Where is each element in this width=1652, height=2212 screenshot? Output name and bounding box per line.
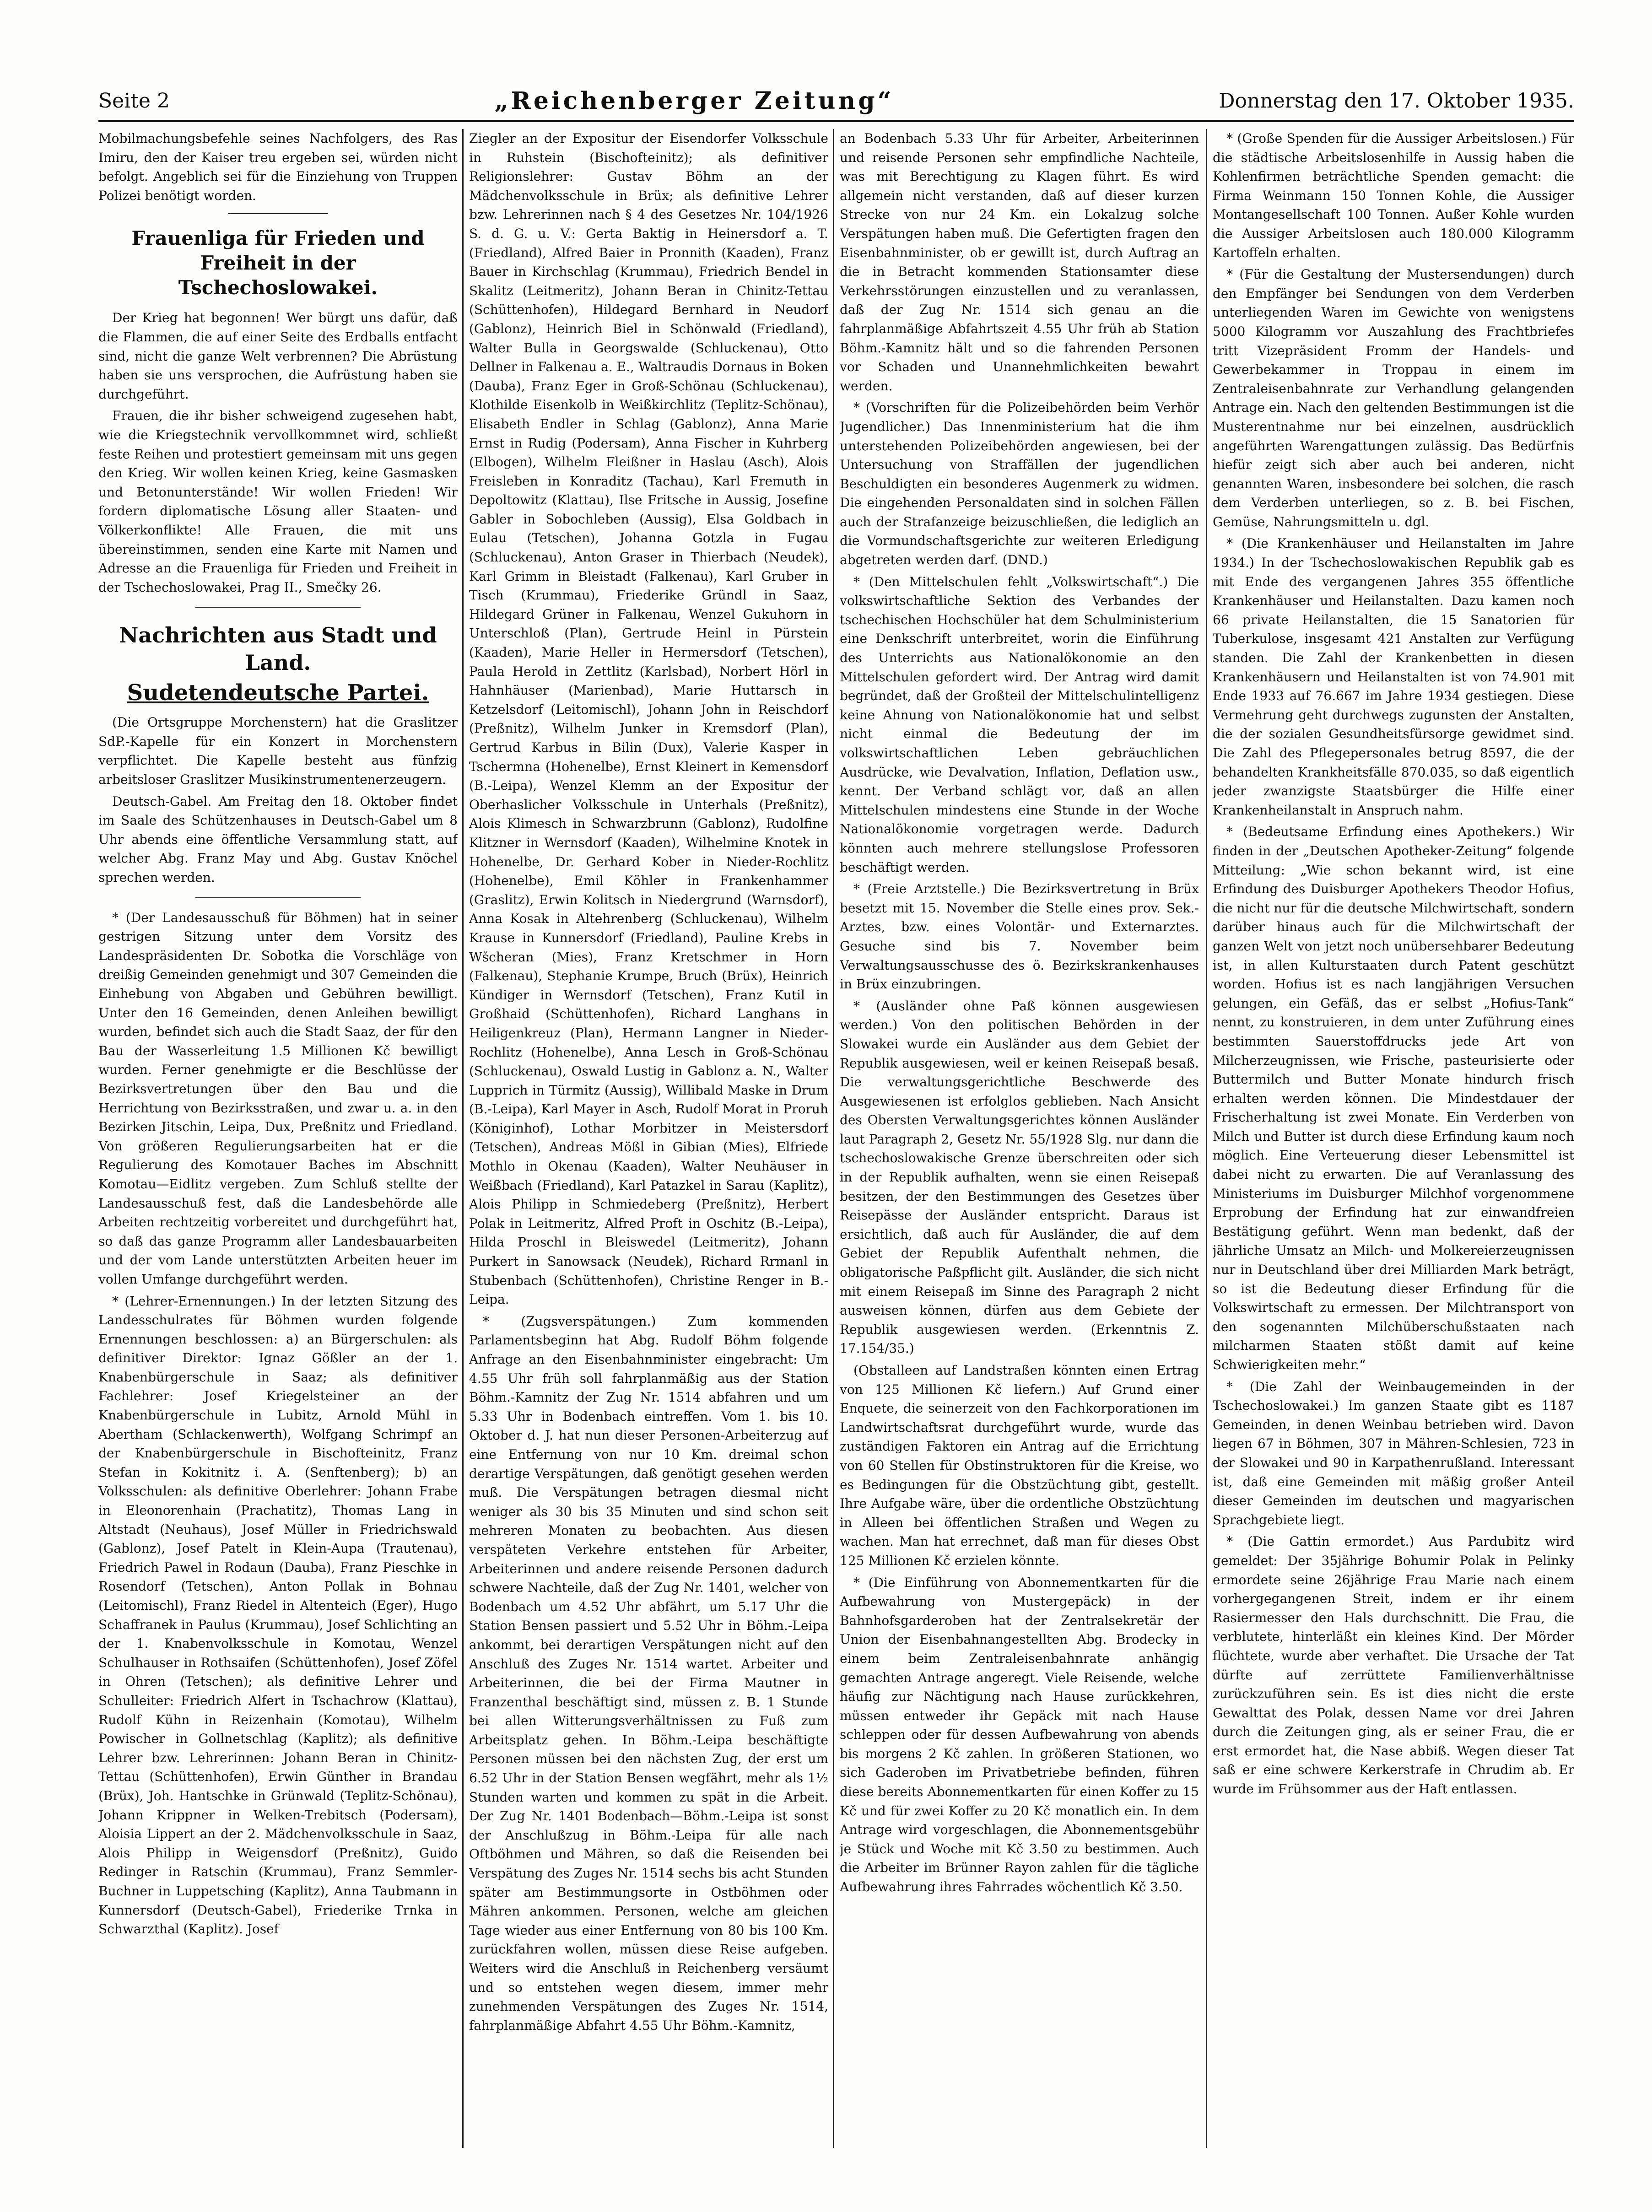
page-header (98, 82, 1574, 119)
column-rule (462, 129, 464, 2148)
article-paragraph: * (Die Einführung von Abonnementkarten für die Aufbewahrung von Mustergepäck) in der Bahnhofsgarderoben hat der Zentralsekretär der Union der Eisenbahnangestellten Abg. Brodecky in einem beim Zentraleisenbahnrate anhängig gemachten Antrage angeregt. Viele Reisende, welche häufig zur Nächtigung nach Hause zurückkehren, müssen entweder ihr Gepäck mit nach Hause schleppen oder für dessen Aufbewahrung von abends bis morgens 2 Kč zahlen. In größeren Stationen, wo sich Gaderoben im Privatbetriebe befinden, führen diese bereits Abonnementkarten für einen Koffer zu 15 Kč und für zwei Koffer zu 20 Kč monatlich ein. In dem Antrage wird vorgeschlagen, die Abonnementsgebühr je Stück und Woche mit Kč 3.50 zu bestimmen. Auch die Arbeiter im Brünner Rayon zahlen für die tägliche Aufbewahrung ihres Fahrrades wöchentlich Kč 3.50. (840, 1575, 1199, 1895)
article-paragraph: * (Vorschriften für die Polizeibehörden beim Verhör Jugendlicher.) Das Innenministerium hat die ihm unterstehenden Polizeibehörden angewiesen, bei der Untersuchung von Straffällen der jugendlichen Beschuldigten ein besonderes Augenmerk zu widmen. Die eingehenden Personaldaten sind in solchen Fällen auch der Strafanzeige beizuschließen, die lediglich an die Vormundschaftsgerichte zur weiteren Erledigung abgetreten werden darf. (DND.) (840, 400, 1199, 568)
page-label: Seite 2 (98, 89, 170, 113)
article-paragraph: Frauen, die ihr bisher schweigend zugesehen habt, wie die Kriegstechnik vervollkommnet wird, schließt feste Reihen und protestiert gemeinsam mit uns gegen den Krieg. Wir wollen keinen Krieg, keine Gasmasken und Betonunterstände! Wir wollen Frieden! Wir fordern diplomatische Lösung aller Staaten- und Völkerkonflikte! Alle Frauen, die mit uns übereinstimmen, senden eine Karte mit Namen und Adresse an die Frauenliga für Frieden und Freiheit in der Tschechoslowakei, Prag II., Smečky 26. (98, 408, 458, 595)
column-2 (469, 129, 828, 2166)
separator (228, 213, 329, 214)
column-1 (98, 129, 458, 2166)
newspaper-name: „Reichenberger Zeitung“ (494, 86, 894, 115)
separator (195, 607, 361, 608)
column-4 (1213, 129, 1574, 2166)
section-headline: Nachrichten aus Stadt und Land. (119, 623, 437, 675)
article-paragraph: (Die Ortsgruppe Morchenstern) hat die Graslitzer SdP.-Kapelle für ein Konzert in Morchenstern verpflichtet. Die Kapelle besteht aus fünfzig arbeitsloser Graslitzer Musikinstrumentenerzeugern. (98, 715, 458, 788)
article-paragraph: * (Zugsverspätungen.) Zum kommenden Parlamentsbeginn hat Abg. Rudolf Böhm folgende Anfrage an den Eisenbahnminister eingebracht: Um 4.55 Uhr früh soll fahrplanmäßig aus der Station Böhm.-Kamnitz der Zug Nr. 1514 abfahren und um 5.33 Uhr in Bodenbach eintreffen. Vom 1. bis 10. Oktober d. J. hat nun dieser Personen-Arbeiterzug auf eine Entfernung von nur 10 Km. dreimal schon derartige Verspätungen, daß genötigt gesehen werden muß. Die Verspätungen betragen diesmal nicht weniger als 30 bis 35 Minuten und sind schon seit mehreren Monaten zu beobachten. Aus diesen verspäteten Verkehre entstehen für Arbeiter, Arbeiterinnen und andere reisende Personen dadurch schwere Nachteile, daß der Zug Nr. 1401, welcher von Bodenbach um 4.52 Uhr abfährt, um 5.17 Uhr die Station Bensen passiert und 5.52 Uhr in Böhm.-Leipa ankommt, bei derartigen Verspätungen nicht auf den Anschluß des Zuges Nr. 1514 wartet. Arbeiter und Arbeiterinnen, die bei der Firma Mautner in Franzenthal beschäftigt sind, müssen z. B. 1 Stunde bei allen Witterungsverhältnissen zu Fuß zum Arbeitsplatz gehen. In Böhm.-Leipa beschäftigte Personen müssen bei den nächsten Zug, der erst um 6.52 Uhr in der Station Bensen wegfährt, mehr als 1½ Stunden warten und kommen zu spät in die Arbeit. Der Zug Nr. 1401 Bodenbach—Böhm.-Leipa ist sonst der Anschlußzug in Böhm.-Leipa für alle nach Oftböhmen und Mähren, so daß die Reisenden bei Verspätung des Zuges Nr. 1514 sechs bis acht Stunden später am Bestimmungsorte in Ostböhmen oder Mähren ankommen. Personen, welche am gleichen Tage wieder aus einer Entfernung von 80 bis 100 Km. zurückfahren wollen, müssen diese Reise aufgeben. Weiters wird die Anschluß in Reichenberg versäumt und so entstehen wegen diesem, immer mehr zunehmenden Verspätungen des Zuges Nr. 1514, fahrplanmäßige Abfahrt 4.55 Uhr Böhm.-Kamnitz, (469, 1313, 828, 2033)
article-paragraph: Mobilmachungsbefehle seines Nachfolgers, des Ras Imiru, den der Kaiser treu ergeben sei, würden nicht befolgt. Angeblich sei für die Einziehung von Truppen Polizei benötigt worden. (98, 131, 458, 203)
column-rule (833, 129, 834, 2148)
separator (195, 897, 361, 898)
article-paragraph: * (Für die Gestaltung der Mustersendungen) durch den Empfänger bei Sendungen von dem Verderben unterliegenden Waren im Gewichte von wenigstens 5000 Kilogramm vor Auszahlung des Frachtbriefes tritt Vizepräsident Fromm der Handels- und Gewerbekammer in Troppau in einem im Zentraleisenbahnrate zur Verhandlung gelangenden Antrage ein. Nach den geltenden Bestimmungen ist die Musterentnahme nur bei einzelnen, ausdrücklich angeführten Warengattungen zulässig. Das Bedürfnis hiefür zeigt sich aber auch bei anderen, nicht genannten Waren, insbesondere bei solchen, die rasch dem Verderben unterliegen, so z. B. bei Fischen, Gemüse, Nahrungsmitteln u. dgl. (1213, 267, 1574, 529)
section-subheadline: Sudetendeutsche Partei. (127, 680, 429, 706)
issue-date: Donnerstag den 17. Oktober 1935. (1219, 89, 1574, 113)
article-paragraph: Deutsch-Gabel. Am Freitag den 18. Oktober findet im Saale des Schützenhauses in Deutsch-Gabel um 8 Uhr abends eine öffentliche Versammlung statt, auf welcher Abg. Franz May und Abg. Gustav Knöchel sprechen werden. (98, 793, 458, 885)
column-3 (840, 129, 1199, 2166)
article-paragraph: * (Den Mittelschulen fehlt „Volkswirtschaft“.) Die volkswirtschaftliche Sektion des Verbandes der tschechischen Hochschüler hat dem Schulministerium eine Denkschrift unterbreitet, worin die Einführung des Unterrichts aus Nationalökonomie an den Mittelschulen gefordert wird. Der Antrag wird damit begründet, daß der Großteil der Mittelschulintelligenz keine Ahnung von Nationalökonomie hat und selbst nicht einmal die Bedeutung der im volkswirtschaftlichen Leben gebräuchlichen Ausdrücke, wie Devalvation, Inflation, Deflation usw., kennt. Der Verband schlägt vor, daß an allen Mittelschulen mindestens eine Stunde in der Woche Nationalökonomie vorgetragen werde. Dadurch könnten auch mehrere stellungslose Professoren beschäftigt werden. (840, 574, 1199, 875)
article-paragraph: * (Bedeutsame Erfindung eines Apothekers.) Wir finden in der „Deutschen Apotheker-Zeitung“ folgende Mitteilung: „Wie schon bekannt wird, ist eine Erfindung des Duisburger Apothekers Theodor Hofius, die nicht nur für die deutsche Milchwirtschaft, sondern darüber hinaus auch für die Milchwirtschaft der ganzen Welt von jetzt noch unübersehbarer Bedeutung ist, in allen Kulturstaaten durch Patent geschützt worden. Hofius ist es nach langjährigen Versuchen gelungen, ein Gefäß, das er selbst „Hofius-Tank“ nennt, zu konstruieren, in dem unter Zuführung eines bestimmten Sauerstoffdrucks jede Art von Milcherzeugnissen, wie Frische, pasteurisierte oder Buttermilch und Butter Monate hindurch frisch erhalten werden können. Die Mindestdauer der Frischerhaltung ist zwei Monate. Ein Verderben von Milch und Butter ist durch diese Erfindung kaum noch möglich. Eine Verteuerung dieser Lebensmittel ist dabei nicht zu erwarten. Die auf Veranlassung des Ministeriums im Duisburger Milchhof vorgenommene Erprobung der Erfindung hat zur einwandfreien Bestätigung geführt. Wenn man bedenkt, daß der jährliche Umsatz an Milch- und Molkereierzeugnissen nur in Deutschland über drei Milliarden Mark beträgt, so ist die Bedeutung dieser Erfindung für die Volkswirtschaft zu ermessen. Der Milchtransport von den sogenannten Milchüberschußstaaten nach milcharmen Staaten stößt damit auf keine Schwierigkeiten mehr.“ (1213, 824, 1574, 1372)
column-rule (1206, 129, 1207, 2148)
article-paragraph: * (Die Krankenhäuser und Heilanstalten im Jahre 1934.) In der Tschechoslowakischen Republik gab es mit Ende des vergangenen Jahres 355 öffentliche Krankenhäuser und Heilanstalten. Dazu kamen noch 66 private Heilanstalten, die 15 Sanatorien für Tuberkulose, insgesamt 421 Anstalten zur Verfügung standen. Die Zahl der Krankenbetten in diesen Krankenhäusern und Heilanstalten ist von 74.901 mit Ende 1933 auf 76.667 im Jahre 1934 gestiegen. Diese Vermehrung geht durchwegs zugunsten der Anstalten, die der sozialen Gesundheitsfürsorge gewidmet sind. Die Zahl des Pflegepersonales betrug 8597, die der behandelten Krankheitsfälle 870.035, so daß eigentlich jeder zwanzigste Staatsbürger die Hilfe einer Krankenheilanstalt in Anspruch nahm. (1213, 536, 1574, 818)
article-paragraph: (Obstalleen auf Landstraßen könnten einen Ertrag von 125 Millionen Kč liefern.) Auf Grund einer Enquete, die seinerzeit von den Fachkorporationen im Landwirtschaftsrat durchgeführt wurde, wurde das zuständigen Faktoren ein Antrag auf die Errichtung von 60 Stellen für Obstinstruktoren für die Kreise, wo es Bedingungen für die Obstzüchtung gibt, gestellt. Ihre Aufgabe wäre, über die ordentliche Obstzüchtung in Alleen bei öffentlichen Straßen und Wegen zu wachen. Man hat errechnet, daß man für dieses Obst 125 Millionen Kč erzielen könnte. (840, 1363, 1199, 1568)
article-paragraph: * (Die Zahl der Weinbaugemeinden in der Tschechoslowakei.) Im ganzen Staate gibt es 1187 Gemeinden, in denen Weinbau betrieben wird. Davon liegen 67 in Böhmen, 307 in Mähren-Schlesien, 723 in der Slowakei und 90 in Karpathenrußland. Interessant ist, daß eine Gemeinden mit mäßig großer Anteil dieser Gemeinden im deutschen und magyarischen Sprachgebiete liegt. (1213, 1379, 1574, 1527)
article-headline: Frauenliga für Frieden und Freiheit in der Tschechoslowakei. (131, 227, 425, 299)
article-paragraph: * (Die Gattin ermordet.) Aus Pardubitz wird gemeldet: Der 35jährige Bohumir Polak in Pelinky ermordete seine 26jährige Frau Marie nach einem vorhergegangenen Streit, indem er ihr einem Rasiermesser den Hals durchschnitt. Die Frau, die verblutete, hinterläßt ein kleines Kind. Der Mörder flüchtete, wurde aber verhaftet. Die Ursache der Tat dürfte auf zerrüttete Familienverhältnisse zurückzuführen sein. Es ist dies nicht die erste Gewalttat des Polak, dessen Name vor drei Jahren durch die Zeitungen ging, als er seiner Frau, die er erst ermordet hat, die Nase abbiß. Wegen dieser Tat saß er eine schwere Kerkerstrafe in Chrudim ab. Er wurde im Frühsommer aus der Haft entlassen. (1213, 1534, 1574, 1797)
article-paragraph: * (Freie Arztstelle.) Die Bezirksvertretung in Brüx besetzt mit 15. November die Stelle eines prov. Sek.-Arztes, bzw. eines Volontär- und Externarztes. Gesuche sind bis 7. November beim Verwaltungsausschusse des ö. Bezirkskrankenhauses in Brüx einzubringen. (840, 881, 1199, 992)
article-paragraph: * (Der Landesausschuß für Böhmen) hat in seiner gestrigen Sitzung unter dem Vorsitz des Landespräsidenten Dr. Sobotka die Vorschläge von dreißig Gemeinden genehmigt und 307 Gemeinden die Einhebung von Abgaben und Gebühren bewilligt. Unter den 16 Gemeinden, denen Anleihen bewilligt wurden, befindet sich auch die Stadt Saaz, der für den Bau der Wasserleitung 1.5 Millionen Kč bewilligt wurden. Ferner genehmigte er die Beschlüsse der Bezirksvertretungen über den Bau und die Herrichtung von Bezirksstraßen, und zwar u. a. in den Bezirken Jitschin, Leipa, Dux, Preßnitz und Friedland. Von größeren Regulierungsarbeiten hat er die Regulierung des Komotauer Baches im Abschnitt Komotau—Eidlitz vergeben. Zum Schluß stellte der Landesausschuß fest, daß die Landesbehörde alle Arbeiten rechtzeitig vorbereitet und durchgeführt hat, so daß das ganze Programm aller Landesbauarbeiten und der vom Lande unterstützten Arbeiten heuer im vollen Umfange durchgeführt werden. (98, 910, 458, 1287)
article-paragraph: Der Krieg hat begonnen! Wer bürgt uns dafür, daß die Flammen, die auf einer Seite des Erdballs entfacht sind, nicht die ganze Welt verbrennen? Die Abrüstung haben sie uns versprochen, die Aufrüstung haben sie durchgeführt. (98, 310, 458, 402)
article-paragraph: an Bodenbach 5.33 Uhr für Arbeiter, Arbeiterinnen und reisende Personen sehr empfindliche Nachteile, was mit Berechtigung zu Klagen führt. Es wird allgemein nicht verstanden, daß auf dieser kurzen Strecke von nur 24 Km. ein Lokalzug solche Verspätungen haben muß. Die Gefertigten fragen den Eisenbahnminister, ob er gewillt ist, durch Auftrag an die in Betracht kommenden Stationsamter diese Verkehrsstörungen einzustellen und zu veranlassen, daß der Zug Nr. 1514 sich genau an die fahrplanmäßige Abfahrtszeit 4.55 Uhr früh ab Station Böhm.-Kamnitz hält und so die fahrenden Personen vor Schaden und Unannehmlichkeiten bewahrt werden. (840, 131, 1199, 394)
article-paragraph: * (Lehrer-Ernennungen.) In der letzten Sitzung des Landesschulrates für Böhmen wurden folgende Ernennungen beschlossen: a) an Bürgerschulen: als definitiver Direktor: Ignaz Gößler an der 1. Knabenbürgerschule in Saaz; als definitiver Fachlehrer: Josef Kriegelsteiner an der Knabenbürgerschule in Lubitz, Arnold Mühl in Abertham (Schlackenwerth), Wolfgang Schrimpf an der Knabenbürgerschule in Bischofteinitz, Franz Stefan in Kokitnitz i. A. (Senftenberg); b) an Volksschulen: als definitive Oberlehrer: Johann Frabe in Eleonorenhain (Prachatitz), Thomas Lang in Altstadt (Neuhaus), Josef Müller in Friedrichswald (Gablonz), Josef Patelt in Klein-Aupa (Trautenau), Friedrich Pawel in Rodaun (Dauba), Franz Pieschke in Rosendorf (Tetschen), Anton Pollak in Bohnau (Leitomischl), Franz Riedel in Altenteich (Eger), Hugo Schaffranek in Paulus (Krummau), Josef Schlichting an der 1. Knabenvolksschule in Komotau, Wenzel Schulhauser in Rothsaifen (Schüttenhofen), Josef Zöfel in Ohren (Tetschen); als definitive Lehrer und Schulleiter: Friedrich Alfert in Tschachrow (Klattau), Rudolf Kühn in Reizenhain (Komotau), Wilhelm Powischer in Gollnetschlag (Kaplitz); als definitive Lehrer bzw. Lehrerinnen: Johann Beran in Chinitz-Tettau (Schüttenhofen), Erwin Günther in Brandau (Brüx), Joh. Hantschke in Grünwald (Teplitz-Schönau), Johann Krippner in Welken-Trebitsch (Podersam), Aloisia Lippert an der 2. Mädchenvolksschule in Saaz, Alois Philipp in Weigensdorf (Preßnitz), Guido Redinger in Ratschin (Krummau), Franz Semmler-Buchner in Luppetsching (Kaplitz), Anna Taubmann in Kunnersdorf (Deutsch-Gabel), Friederike Trnka in Schwarzthal (Kaplitz). Josef (98, 1293, 458, 1937)
article-paragraph: * (Große Spenden für die Aussiger Arbeitslosen.) Für die städtische Arbeitslosenhilfe in Aussig haben die Kohlenfirmen beträchtliche Spenden gemacht: die Firma Weinmann 150 Tonnen Kohle, die Aussiger Montangesellschaft 100 Tonnen. Außer Kohle wurden die Aussiger Arbeitslosen auch 180.000 Kilogramm Kartoffeln erhalten. (1213, 131, 1574, 260)
article-paragraph: * (Ausländer ohne Paß können ausgewiesen werden.) Von den politischen Behörden in der Slowakei wurde ein Ausländer aus dem Gebiet der Republik ausgewiesen, weil er keinen Reisepaß besaß. Die verwaltungsgerichtliche Beschwerde des Ausgewiesenen ist erfolglos geblieben. Nach Ansicht des Obersten Verwaltungsgerichtes können Ausländer laut Paragraph 2, Gesetz Nr. 55/1928 Slg. nur dann die tschechoslowakische Grenze überschreiten oder sich in der Republik aufhalten, wenn sie einen Reisepaß besitzen, der den Bestimmungen des Gesetzes über Reisepässe der Ausländer entspricht. Daraus ist ersichtlich, daß auch für Ausländer, die auf dem Gebiet der Republik Aufenthalt nehmen, die obligatorische Paßpflicht gilt. Ausländer, die sich nicht mit einem Reisepaß im Sinne des Paragraph 2 nicht ausweisen können, dürfen aus dem Gebiete der Republik ausgewiesen werden. (Erkenntnis Z. 17.154/35.) (840, 998, 1199, 1356)
header-rule (98, 120, 1574, 122)
article-paragraph: Ziegler an der Expositur der Eisendorfer Volksschule in Ruhstein (Bischofteinitz); als definitiver Religionslehrer: Gustav Böhm an der Mädchenvolksschule in Brüx; als definitive Lehrer bzw. Lehrerinnen nach § 4 des Gesetzes Nr. 104/1926 S. d. G. u. V.: Gerta Baktig in Heinersdorf a. T. (Friedland), Alfred Baier in Pronnith (Kaaden), Franz Bauer in Kirchschlag (Krummau), Friedrich Bendel in Skalitz (Leitmeritz), Johann Beran in Chinitz-Tettau (Schüttenhofen), Hildegard Bernhard in Neudorf (Gablonz), Heinrich Biel in Schönwald (Friedland), Walter Bulla in Georgswalde (Schluckenau), Otto Dellner in Falkenau a. E., Waltraudis Dornaus in Boken (Dauba), Franz Eger in Groß-Schönau (Schluckenau), Klothilde Eisenkolb in Weißkirchlitz (Teplitz-Schönau), Elisabeth Endler in Schlag (Gablonz), Anna Marie Ernst in Rudig (Podersam), Anna Fischer in Kuhrberg (Elbogen), Wilhelm Fleißner in Haslau (Asch), Alois Freisleben in Konraditz (Tachau), Karl Fremuth in Depoltowitz (Klattau), Ilse Fritsche in Aussig, Josefine Gabler in Sobochleben (Aussig), Elsa Goldbach in Eulau (Tetschen), Johanna Gotzla in Fugau (Schluckenau), Anton Graser in Thierbach (Neudek), Karl Grimm in Bleistadt (Falkenau), Karl Gruber in Tisch (Krummau), Friederike Gründl in Saaz, Hildegard Grüner in Falkenau, Wenzel Gukuhorn in Unterschloß (Plan), Gertrude Heinl in Pürstein (Kaaden), Marie Heller in Hermersdorf (Tetschen), Paula Herold in Zettlitz (Karlsbad), Norbert Hörl in Hahnhäuser (Marienbad), Marie Huttarsch in Ketzelsdorf (Leitomischl), Johann John in Reischdorf (Preßnitz), Wilhelm Junker in Kremsdorf (Plan), Gertrud Karbus in Bilin (Dux), Valerie Kasper in Tschermna (Hohenelbe), Ernst Kleinert in Kemensdorf (B.-Leipa), Wenzel Klemm an der Expositur der Oberhaslicher Volksschule in Unterhals (Preßnitz), Alois Klimesch in Schwarzbrunn (Gablonz), Rudolfine Klitzner in Wernsdorf (Kaaden), Wilhelmine Knotek in Hohenelbe, Dr. Gerhard Kober in Nieder-Rochlitz (Hohenelbe), Emil Köhler in Frankenhammer (Graslitz), Erwin Kolitsch in Niedergrund (Warnsdorf), Anna Kosak in Altehrenberg (Schluckenau), Wilhelm Krause in Kunnersdorf (Friedland), Pauline Krebs in Wšcheran (Mies), Franz Kretschmer in Horn (Falkenau), Stephanie Krumpe, Bruch (Brüx), Heinrich Kündiger in Wernsdorf (Tetschen), Franz Kutil in Großhaid (Schüttenhofen), Richard Langhans in Heiligenkreuz (Plan), Hermann Langner in Nieder-Rochlitz (Hohenelbe), Anna Lesch in Groß-Schönau (Schluckenau), Oswald Lustig in Gablonz a. N., Walter Lupprich in Türmitz (Aussig), Willibald Maske in Drum (B.-Leipa), Karl Mayer in Asch, Rudolf Morat in Proruh (Königinhof), Lothar Morbitzer in Meistersdorf (Tetschen), Andreas Mößl in Gibian (Mies), Elfriede Mothlo in Okenau (Kaaden), Walter Neuhäuser in Weißbach (Friedland), Karl Patazkel in Sarau (Kaplitz), Alois Philipp in Schmiedeberg (Preßnitz), Herbert Polak in Leitmeritz, Alfred Proft in Oschitz (B.-Leipa), Hilda Proschl in Bleiswedel (Leitmeritz), Johann Purkert in Sanowsack (Neudek), Richard Rrmanl in Stubenbach (Schüttenhofen), Christine Renger in B.-Leipa. (469, 131, 828, 1307)
